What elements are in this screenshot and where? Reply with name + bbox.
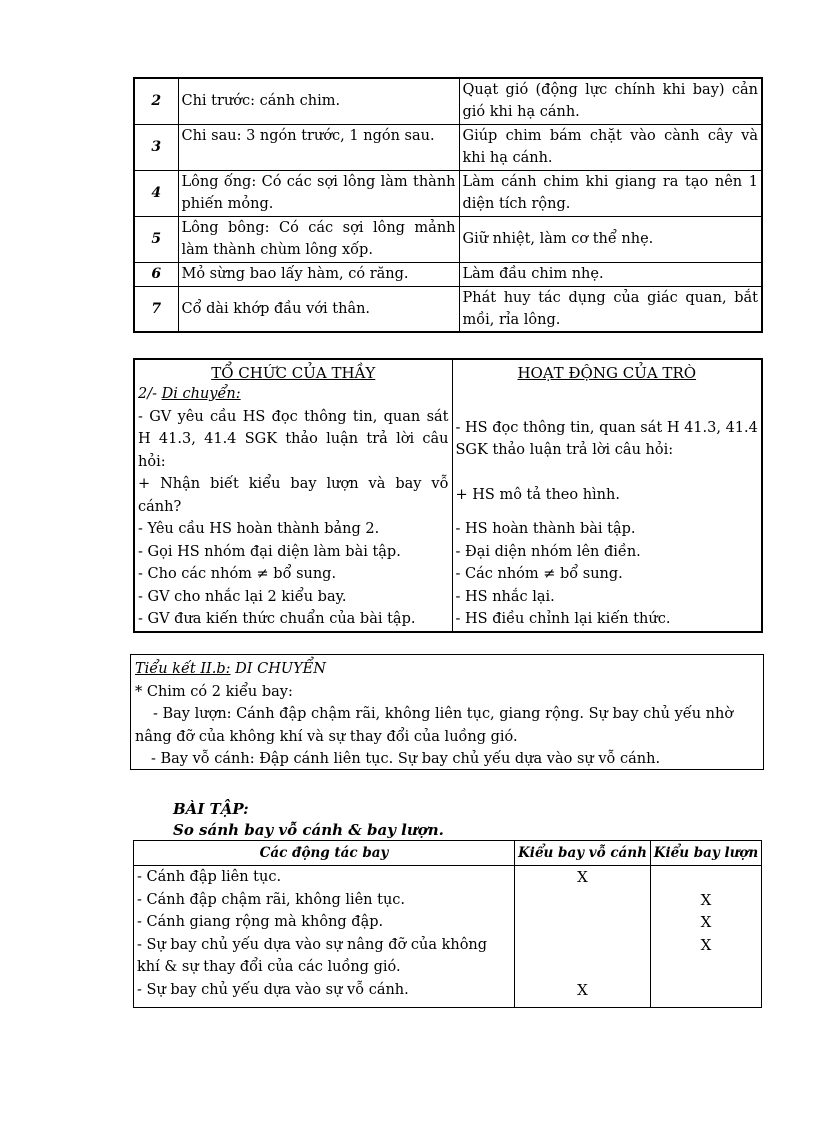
row-number: 7 — [134, 286, 178, 332]
meaning-cell: Làm đầu chim nhẹ. — [459, 262, 762, 286]
student-cell: - HS điều chỉnh lại kiến thức. — [452, 608, 762, 632]
meaning-cell: Quạt gió (động lực chính khi bay) cản gió khi hạ cánh. — [459, 78, 762, 124]
action-cell: - Sự bay chủ yếu dựa vào sự vỗ cánh. — [134, 979, 515, 1008]
gliding-column-header: Kiểu bay lượn — [651, 841, 762, 866]
teacher-cell: - GV cho nhắc lại 2 kiểu bay. — [134, 586, 452, 609]
meaning-cell: Làm cánh chim khi giang ra tạo nên 1 diện tích rộng. — [459, 170, 762, 216]
exercise-header-row — [134, 841, 762, 866]
action-cell: - Cánh đập chậm rãi, không liên tục. — [134, 889, 515, 912]
action-column-header: Các động tác bay — [134, 841, 515, 866]
table-row — [134, 541, 762, 564]
flapping-column-header: Kiểu bay vỗ cánh — [515, 841, 651, 866]
section-title-text: Di chuyển: — [161, 386, 241, 402]
teacher-column-header: TỔ CHỨC CỦA THẦY — [134, 359, 452, 383]
row-number: 6 — [134, 262, 178, 286]
student-cell: - Các nhóm ≠ bổ sung. — [452, 563, 762, 586]
flapping-mark — [515, 934, 651, 979]
table-row — [134, 262, 762, 286]
row-number: 2 — [134, 78, 178, 124]
table-row — [134, 170, 762, 216]
teacher-cell: + Nhận biết kiểu bay lượn và bay vỗ cánh? — [134, 473, 452, 518]
flapping-mark — [515, 889, 651, 912]
table-row — [134, 911, 762, 934]
action-cell: - Sự bay chủ yếu dựa vào sự nâng đỡ của không khí & sự thay đổi của các luồng gió. — [134, 934, 515, 979]
section-title-row — [134, 383, 762, 406]
table-row — [134, 286, 762, 332]
flapping-mark: X — [515, 866, 651, 889]
teacher-cell: - GV yêu cầu HS đọc thông tin, quan sát H 41.3, 41.4 SGK thảo luận trả lời câu hỏi: — [134, 406, 452, 474]
table-row — [134, 934, 762, 979]
summary-label: Tiểu kết II.b: — [135, 661, 231, 677]
table-row — [134, 406, 762, 474]
action-cell: - Cánh giang rộng mà không đập. — [134, 911, 515, 934]
meaning-cell: Giúp chim bám chặt vào cành cây và khi hạ cánh. — [459, 124, 762, 170]
gliding-mark: X — [651, 911, 762, 934]
action-cell: - Cánh đập liên tục. — [134, 866, 515, 889]
gliding-mark: X — [651, 934, 762, 979]
row-number: 4 — [134, 170, 178, 216]
section-prefix: 2/- — [138, 386, 162, 402]
table-row — [134, 889, 762, 912]
summary-box — [130, 654, 764, 770]
row-number: 3 — [134, 124, 178, 170]
table-row — [134, 124, 762, 170]
student-column-header: HOẠT ĐỘNG CỦA TRÒ — [452, 359, 762, 383]
section-title — [134, 383, 452, 406]
summary-heading: DI CHUYỂN — [230, 661, 326, 677]
exercise-subheading: So sánh bay vỗ cánh & bay lượn. — [173, 821, 444, 839]
activity-header-row — [134, 359, 762, 383]
gliding-mark — [651, 979, 762, 1008]
student-cell: - Đại diện nhóm lên điền. — [452, 541, 762, 564]
student-cell: + HS mô tả theo hình. — [452, 473, 762, 518]
teacher-cell: - Gọi HS nhóm đại diện làm bài tập. — [134, 541, 452, 564]
feature-cell: Mỏ sừng bao lấy hàm, có răng. — [178, 262, 459, 286]
feature-cell: Chi sau: 3 ngón trước, 1 ngón sau. — [178, 124, 459, 170]
exercise-table — [133, 840, 762, 1008]
summary-line: - Bay vỗ cánh: Đập cánh liên tục. Sự bay chủ yếu dựa vào sự vỗ cánh. — [151, 751, 661, 767]
summary-intro: * Chim có 2 kiểu bay: — [135, 683, 293, 700]
feature-cell: Chi trước: cánh chim. — [178, 78, 459, 124]
student-cell: - HS nhắc lại. — [452, 586, 762, 609]
teacher-cell: - Cho các nhóm ≠ bổ sung. — [134, 563, 452, 586]
teacher-cell: - Yêu cầu HS hoàn thành bảng 2. — [134, 518, 452, 541]
table-row — [134, 78, 762, 124]
table-row — [134, 608, 762, 632]
table-row — [134, 216, 762, 262]
gliding-mark: X — [651, 889, 762, 912]
gliding-mark — [651, 866, 762, 889]
features-table — [133, 77, 763, 333]
exercise-heading: BÀI TẬP: — [173, 800, 249, 818]
table-row — [134, 473, 762, 518]
table-row — [134, 586, 762, 609]
flapping-mark — [515, 911, 651, 934]
student-cell: - HS hoàn thành bài tập. — [452, 518, 762, 541]
summary-line: nâng đỡ của không khí và sự thay đổi của luồng gió. — [135, 728, 518, 745]
summary-title — [135, 658, 761, 681]
table-row — [134, 979, 762, 1008]
feature-cell: Lông bông: Có các sợi lông mảnh làm thành chùm lông xốp. — [178, 216, 459, 262]
feature-cell: Lông ống: Có các sợi lông làm thành phiến mỏng. — [178, 170, 459, 216]
flapping-mark: X — [515, 979, 651, 1008]
table-row — [134, 518, 762, 541]
table-row — [134, 866, 762, 889]
summary-line: - Bay lượn: Cánh đập chậm rãi, không liên tục, giang rộng. Sự bay chủ yếu nhờ — [153, 706, 734, 722]
meaning-cell: Phát huy tác dụng của giác quan, bắt mồi, rỉa lông. — [459, 286, 762, 332]
meaning-cell: Giữ nhiệt, làm cơ thể nhẹ. — [459, 216, 762, 262]
feature-cell: Cổ dài khớp đầu với thân. — [178, 286, 459, 332]
table-row — [134, 563, 762, 586]
student-cell: - HS đọc thông tin, quan sát H 41.3, 41.4 SGK thảo luận trả lời câu hỏi: — [452, 406, 762, 474]
activity-table — [133, 358, 763, 633]
teacher-cell: - GV đưa kiến thức chuẩn của bài tập. — [134, 608, 452, 632]
row-number: 5 — [134, 216, 178, 262]
